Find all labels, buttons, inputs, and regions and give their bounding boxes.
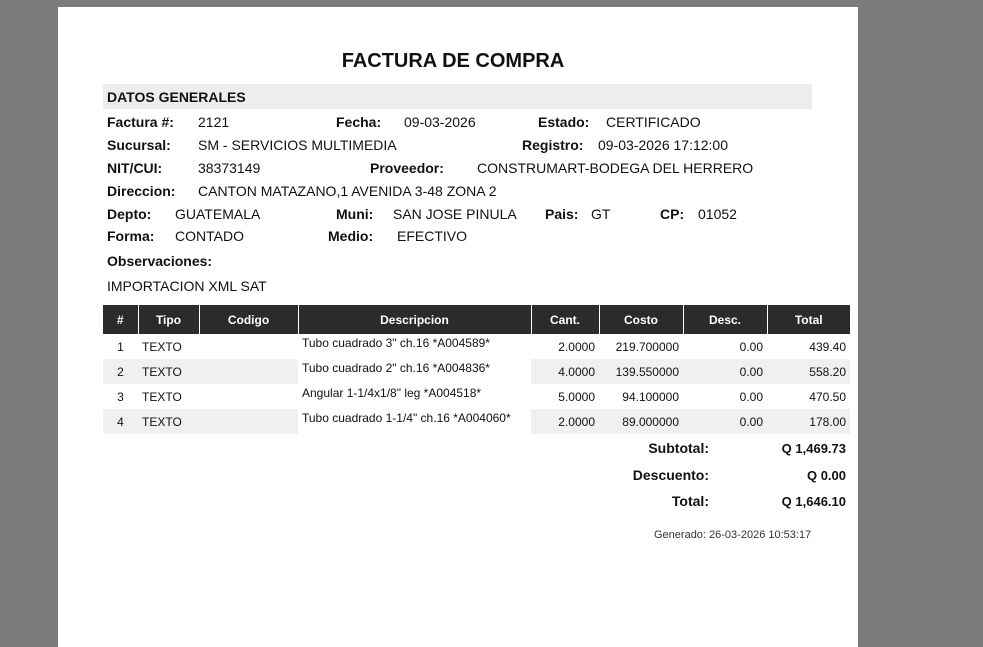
- cell-total: 470.50: [809, 389, 846, 404]
- medio-label: Medio:: [328, 228, 374, 244]
- col-header-descripcion: Descripcion: [298, 305, 531, 334]
- cell-descuento: 0.00: [683, 409, 767, 434]
- cell-tipo: TEXTO: [142, 339, 182, 354]
- estado-label: Estado:: [538, 114, 590, 130]
- cell-descuento: 0.00: [739, 389, 763, 404]
- table-row: [103, 409, 850, 434]
- table-header-row: [103, 305, 850, 334]
- proveedor-value: CONSTRUMART-BODEGA DEL HERRERO: [477, 160, 754, 176]
- cell-number: 3: [117, 389, 124, 404]
- medio-value: EFECTIVO: [397, 228, 468, 244]
- cell-costo: 94.100000: [622, 389, 679, 404]
- sucursal-label: Sucursal:: [107, 137, 171, 153]
- cell-cantidad: 2.0000: [531, 409, 599, 434]
- section-title: DATOS GENERALES: [107, 89, 246, 105]
- cell-codigo: [199, 384, 298, 409]
- cell-total: 439.40: [809, 339, 846, 354]
- registro-value: 09-03-2026 17:12:00: [598, 137, 728, 153]
- items-table: [103, 305, 850, 434]
- cell-number: 2: [103, 359, 138, 384]
- factura-value: 2121: [198, 114, 230, 130]
- table-row: [103, 359, 850, 384]
- cell-costo: 139.550000: [599, 359, 683, 384]
- total-value: Q 1,646.10: [781, 494, 846, 509]
- cell-number: 4: [103, 409, 138, 434]
- cp-label: CP:: [660, 206, 685, 222]
- descuento-value: Q 0.00: [806, 468, 846, 483]
- cell-codigo: [199, 334, 298, 359]
- nit-value: 38373149: [198, 160, 261, 176]
- cell-cantidad: 5.0000: [558, 389, 595, 404]
- cell-cantidad: 2.0000: [558, 339, 595, 354]
- forma-label: Forma:: [107, 228, 155, 244]
- pais-value: GT: [591, 206, 611, 222]
- cell-costo: 219.700000: [615, 339, 679, 354]
- nit-label: NIT/CUI:: [107, 160, 163, 176]
- cell-descripcion: Tubo cuadrado 2" ch.16 *A004836*: [298, 359, 531, 384]
- observaciones-label: Observaciones:: [107, 253, 213, 269]
- cell-tipo: TEXTO: [138, 409, 199, 434]
- document-title: FACTURA DE COMPRA: [341, 50, 565, 72]
- fecha-label: Fecha:: [336, 114, 382, 130]
- cell-descripcion: Angular 1-1/4x1/8" leg *A004518*: [298, 384, 531, 409]
- cell-descuento: 0.00: [683, 359, 767, 384]
- col-header-cantidad: Cant.: [531, 305, 599, 334]
- direccion-value: CANTON MATAZANO,1 AVENIDA 3-48 ZONA 2: [198, 183, 497, 199]
- cell-codigo: [199, 409, 298, 434]
- col-header-tipo: Tipo: [138, 305, 199, 334]
- muni-label: Muni:: [336, 206, 374, 222]
- cell-total: 558.20: [767, 359, 850, 384]
- pais-label: Pais:: [545, 206, 579, 222]
- cp-value: 01052: [698, 206, 737, 222]
- col-header-codigo: Codigo: [199, 305, 298, 334]
- table-row: [103, 334, 850, 359]
- cell-tipo: TEXTO: [142, 389, 182, 404]
- table-row: [103, 384, 850, 409]
- depto-label: Depto:: [107, 206, 152, 222]
- observaciones-value: IMPORTACION XML SAT: [107, 278, 267, 294]
- col-header-costo: Costo: [599, 305, 683, 334]
- muni-value: SAN JOSE PINULA: [393, 206, 517, 222]
- total-label: Total:: [671, 493, 709, 509]
- cell-descripcion: Tubo cuadrado 1-1/4" ch.16 *A004060*: [298, 409, 531, 434]
- sucursal-value: SM - SERVICIOS MULTIMEDIA: [198, 137, 397, 153]
- registro-label: Registro:: [522, 137, 584, 153]
- factura-label: Factura #:: [107, 114, 174, 130]
- cell-descuento: 0.00: [739, 339, 763, 354]
- descuento-label: Descuento:: [632, 467, 709, 483]
- generated-timestamp: Generado: 26-03-2026 10:53:17: [654, 529, 812, 541]
- cell-number: 1: [117, 339, 124, 354]
- forma-value: CONTADO: [175, 228, 244, 244]
- direccion-label: Direccion:: [107, 183, 176, 199]
- cell-total: 178.00: [767, 409, 850, 434]
- cell-costo: 89.000000: [599, 409, 683, 434]
- cell-codigo: [199, 359, 298, 384]
- col-header-total: Total: [767, 305, 850, 334]
- subtotal-value: Q 1,469.73: [781, 441, 846, 456]
- cell-descripcion: Tubo cuadrado 3" ch.16 *A004589*: [298, 334, 531, 359]
- cell-cantidad: 4.0000: [531, 359, 599, 384]
- col-header-number: #: [103, 305, 138, 334]
- estado-value: CERTIFICADO: [606, 114, 701, 130]
- depto-value: GUATEMALA: [175, 206, 261, 222]
- cell-tipo: TEXTO: [138, 359, 199, 384]
- fecha-value: 09-03-2026: [404, 114, 476, 130]
- col-header-descuento: Desc.: [683, 305, 767, 334]
- proveedor-label: Proveedor:: [370, 160, 444, 176]
- subtotal-label: Subtotal:: [648, 440, 709, 456]
